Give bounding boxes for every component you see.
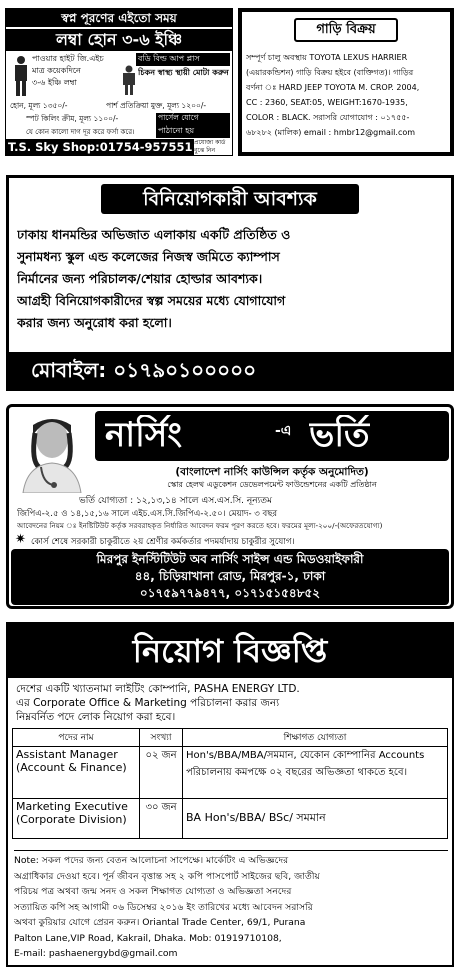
investor-line: ঢাকায় ধানমন্ডির অভিজাত এলাকায় একটি প্রতিষ্ঠিত ও: [17, 227, 291, 242]
car-line: সম্পূর্ণ চালু অবস্থায় TOYOTA LEXUS HARRIER: [246, 53, 408, 62]
col-post: পদের নাম: [13, 729, 140, 747]
height-ad: [5, 8, 233, 156]
height-ad-line-price2: পার্শ প্রতিক্রিয়া মুক্ত, মূল্য ১২০০/-: [106, 101, 207, 110]
height-ad-headline: স্বপ্ন পূরণের এইতো সময়: [6, 9, 232, 27]
car-line: ৬৮২৮২ (মালিক) email : hmbr12@gmail.com: [246, 128, 416, 137]
job-intro-line: নিম্নবর্নিত পদে লোক নিয়োগ করা হবে।: [16, 711, 176, 723]
car-sale-ad: [238, 8, 454, 156]
height-ad-line-parcel: পার্সেল যোগে: [156, 113, 230, 125]
job-note-line: সত্যায়িত কপি সহ আগামী ০৬ ডিসেম্বর ২০১৬ ইং তারিখের মধ্যে আবেদন সরাসরি: [14, 901, 313, 913]
col-count: সংখ্যা: [140, 729, 183, 747]
post-name: Marketing Executive (Corporate Division): [13, 799, 140, 839]
nurse-photo: [13, 411, 91, 493]
job-intro-line: দেশের একটি খ্যাতনামা লাইটিং কোম্পানি, PASHA ENERGY LTD.: [16, 683, 300, 695]
nursing-gpa: জিপিএ-২.৫ ও ১৪,১৫,১৬ সালে এইচ.এস.সি.জিপিএ-২.৫০। মেয়াদ- ৩ বছর: [17, 509, 278, 519]
post-qual: Hon's/BBA/MBA/সমমান, যেকোন কোম্পানির Accounts পরিচালনায় কমপক্ষে ০২ বছরের অভিজ্ঞতা থাকতে হবে।: [183, 747, 448, 799]
height-ad-line-price1: হোন, মূল্য ১৩৫০/-: [10, 101, 68, 110]
height-ad-line-send: পাঠানো হয়: [156, 125, 230, 138]
nursing-sub: স্কোর হেলথ এডুকেশন ডেভেলপমেন্ট ফাউন্ডেশনের একটি প্রতিষ্ঠান: [167, 480, 377, 489]
job-table-wrap: [12, 728, 448, 839]
car-sale-title: গাড়ি বিক্রয়: [294, 18, 398, 42]
investor-ad: [6, 175, 454, 391]
job-note-line: Note: সকল পদের জন্য বেতন আলোচনা সাপেক্ষে। মার্কেটিং এ অভিজ্ঞদের: [14, 855, 289, 866]
investor-line: করার জন্য অনুরোধ করা হলো।: [17, 315, 172, 330]
nursing-job: কোর্স শেষে সরকারী চাকুরীতে ২য় শ্রেণীর কর্মকর্তার পদমর্যাদায় চাকুরীর সুযোগ।: [31, 537, 295, 547]
car-sale-body: [246, 50, 446, 140]
height-ad-line-months: মাত্র কয়েকদিনে: [32, 66, 81, 75]
investor-mobile: মোবাইল: ০১৭৯০১০০০০০: [9, 352, 451, 388]
nursing-ad: [6, 404, 454, 609]
institute-name: মিরপুর ইনস্টিটিউট অব নার্সিং সাইন্স এন্ড মিডওয়াইফারী: [96, 552, 364, 566]
nursing-approved: (বাংলাদেশ নার্সিং কাউন্সিল কর্তৃক অনুমোদিত): [175, 466, 369, 478]
muscle-figure: [122, 65, 136, 95]
investor-line: নির্মানের জন্য পরিচালক/শেয়ার হোল্ডার আবশ্যক।: [17, 271, 263, 286]
table-row: [13, 747, 448, 799]
job-note: [14, 850, 448, 962]
car-line: বর্ণনা ঃ HARD JEEP TOYOTA M. CROP. 2004,: [246, 83, 420, 92]
job-title: নিয়োগ বিজ্ঞপ্তি: [8, 624, 452, 678]
institute-phones: ০১৭৫৯৭৭৯৪৭৭, ০১৭১৫১৫৪৮৫২: [139, 586, 321, 600]
nursing-title-a: নার্সিং: [105, 415, 182, 455]
shop-phone: T.S. Sky Shop:01754-957551: [8, 140, 193, 154]
job-table-header: [13, 729, 448, 747]
job-note-line: অথবা কুরিয়ার যোগে প্রেরন করুন। Oriantal Trade Center, 69/1, Purana: [14, 917, 306, 928]
delivery-note: প্রযোজ্য কার্ড বুঝে নিন: [194, 139, 226, 154]
post-count: ০২ জন: [140, 747, 183, 799]
investor-line: সুনামধন্য স্কুল এন্ড কলেজের নিজস্ব জমিতে ক্যাম্পাস: [17, 249, 280, 264]
job-ad: [6, 622, 454, 967]
col-qual: শিক্ষাগত যোগ্যতা: [183, 729, 448, 747]
institute-address: ৪৪, চিড়িয়াখানা রোড, মিরপুর-১, ঢাকা: [134, 569, 326, 583]
nursing-rule: আবেদনের নিয়ম ঃ ইনষ্টিটিউট কর্তৃক সরবরাহকৃত নির্ধারিত আবেদন ফরম পূরণ করতে হবে। ফরমের মূল্য-২০০/-(অফেরতযোগ্য): [17, 521, 383, 530]
height-ad-line-body: বডি বিল্ড আপ প্লাস: [136, 53, 230, 66]
investor-body: [17, 224, 445, 334]
star-icon: ✷: [15, 532, 26, 547]
height-ad-title: লম্বা হোন ৩-৬ ইঞ্চি: [6, 29, 232, 51]
investor-line: আগ্রহী বিনিয়োগকারীদের স্বল্প সময়ের মধ্যে যোগাযোগ: [17, 293, 286, 308]
post-name: Assistant Manager (Account & Finance): [13, 747, 140, 799]
job-table: [12, 728, 448, 839]
height-ad-line-spot: স্পট কিলিং ক্রীম, মূল্য ১১০০/-: [26, 114, 119, 123]
car-line: (এয়ারকন্ডিশন) গাড়ি বিক্রয় হইবে (বাক্তিগত)। গাড়ির: [246, 68, 414, 77]
nursing-title-bar: [95, 411, 449, 461]
height-ad-line-spot2: যে কোন কালো দাগ দূর করে ফর্সা করে।: [26, 128, 135, 136]
job-note-line: অগ্রাধিকার দেওয়া হবে। পূর্ন জীবন বৃত্তান্ত সহ ২ কপি পাসপোর্ট সাইজের ছবি, জাতীয়: [14, 870, 320, 882]
nursing-eligibility: ভর্তি যোগ্যতা : ১২,১৩,১৪ সালে এস.এস.সি. নূন্যতম: [79, 496, 273, 506]
height-ad-line-healthy: চিকন স্বাস্থ্য স্থায়ী মোটা করুন: [138, 68, 229, 77]
job-intro-line: এর Corporate Office & Marketing পরিচালনা করার জন্য: [16, 697, 280, 709]
nursing-title-b: -এ: [275, 423, 292, 439]
nursing-footer: [11, 549, 449, 605]
investor-title: বিনিয়োগকারী আবশ্যক: [101, 184, 359, 214]
table-row: [13, 799, 448, 839]
car-line: COLOR : BLACK. সরাসরি যোগাযোগ : ০১৭৫৫-: [246, 113, 410, 122]
post-count: ৩০ জন: [140, 799, 183, 839]
job-note-line: পরিচয় পত্র অথবা জন্ম সনদ ও সকল শিক্ষাগত যোগ্যতা ও অভিজ্ঞতা সনদের: [14, 886, 292, 897]
job-note-line: Palton Lane,VIP Road, Kakrail, Dhaka. Mob: 01919710108,: [14, 932, 282, 944]
height-ad-line-inch: ৩-৬ ইঞ্চি লম্বা: [32, 78, 77, 87]
height-ad-line-power: পাওয়ার হাইট জি.এইচ: [32, 54, 104, 63]
post-qual: BA Hon's/BBA/ BSc/ সমমান: [183, 799, 448, 839]
job-note-line: E-mail: pashaenergybd@gmail.com: [14, 948, 178, 959]
nursing-title-c: ভর্তি: [309, 415, 370, 455]
man-figure: [12, 55, 30, 97]
job-intro: [16, 682, 446, 724]
car-line: CC : 2360, SEAT:05, WEIGHT:1670-1935,: [246, 98, 408, 107]
